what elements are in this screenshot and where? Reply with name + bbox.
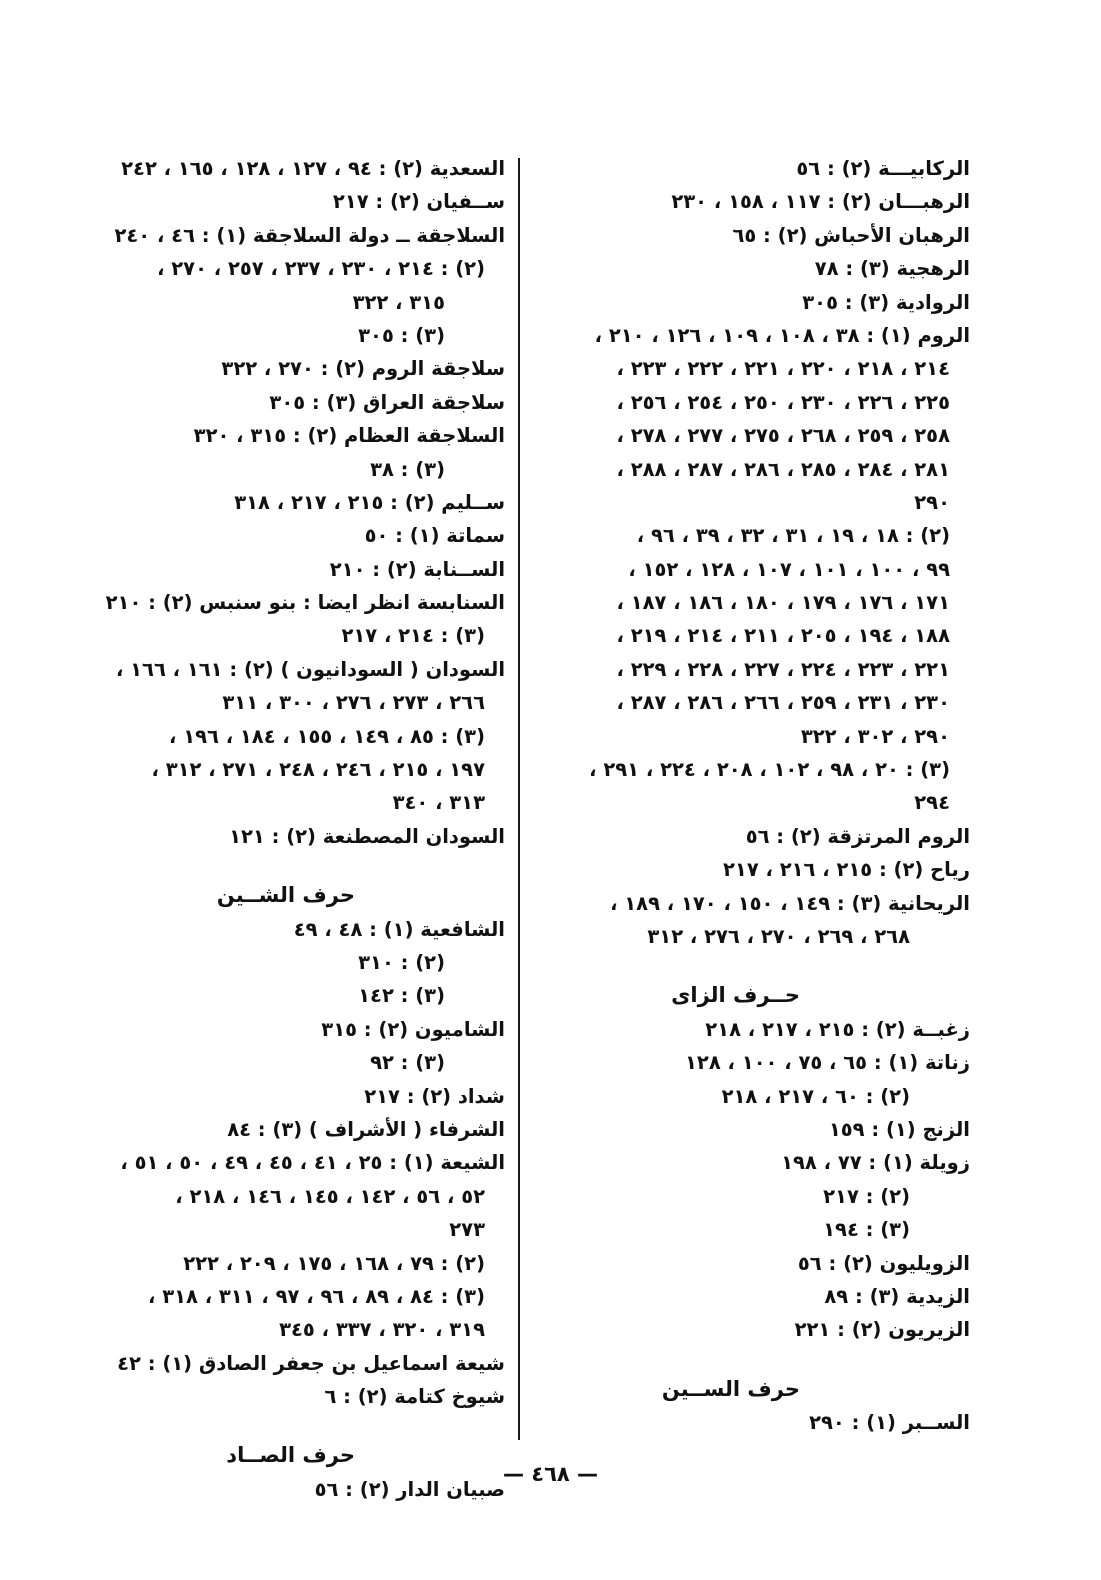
index-entry: الســنابة (٢) : ٢١٠ [329, 557, 505, 581]
index-entry: سلاجقة العراق (٣) : ٣٠٥ [269, 390, 505, 414]
index-entry: الريحانية (٣) : ١٤٩ ، ١٥٠ ، ١٧٠ ، ١٨٩ ، [610, 891, 970, 915]
index-entry: ســليم (٢) : ٢١٥ ، ٢١٧ ، ٣١٨ [234, 490, 505, 514]
section-heading: حرف الصــاد [226, 1443, 355, 1468]
index-entry: الســبر (١) : ٢٩٠ [809, 1411, 970, 1435]
section-spacer [545, 1347, 970, 1373]
index-entry-continuation: (٣) : ٣٠٥ [358, 323, 445, 347]
index-entry: الرهجية (٣) : ٧٨ [814, 257, 970, 281]
index-entry: السودان المصطنعة (٢) : ١٢١ [229, 824, 505, 848]
index-entry: الروم (١) : ٣٨ ، ١٠٨ ، ١٠٩ ، ١٢٦ ، ٢١٠ ، [594, 323, 970, 347]
index-entry: زناتة (١) : ٦٥ ، ٧٥ ، ١٠٠ ، ١٢٨ [685, 1051, 970, 1075]
index-entry-continuation: (٣) : ١٤٢ [358, 984, 445, 1008]
index-entry: رياح (٢) : ٢١٥ ، ٢١٦ ، ٢١٧ [723, 858, 970, 882]
index-entry: الزيريون (٢) : ٢٢١ [794, 1318, 970, 1342]
index-entry-continuation: ٩٩ ، ١٠٠ ، ١٠١ ، ١٠٧ ، ١٢٨ ، ١٥٢ ، [628, 557, 950, 581]
index-entry-continuation: ٢٥٨ ، ٢٥٩ ، ٢٦٨ ، ٢٧٥ ، ٢٧٧ ، ٢٧٨ ، [616, 424, 950, 448]
index-entry-continuation: ٢٢١ ، ٢٢٣ ، ٢٢٤ ، ٢٢٧ ، ٢٢٨ ، ٢٢٩ ، [616, 657, 950, 681]
index-entry-continuation: (٢) : ١٨ ، ١٩ ، ٣١ ، ٣٢ ، ٣٩ ، ٩٦ ، [636, 524, 950, 548]
index-entry: الروم المرتزقة (٢) : ٥٦ [745, 824, 970, 848]
index-entry: السلاجقة العظام (٢) : ٣١٥ ، ٣٢٠ [193, 424, 505, 448]
index-entry: السعدية (٢) : ٩٤ ، ١٢٧ ، ١٢٨ ، ١٦٥ ، ٢٤٢ [121, 157, 505, 180]
index-entry-continuation: (٢) : ٦٠ ، ٢١٧ ، ٢١٨ [721, 1084, 910, 1108]
index-entry: زويلة (١) : ٧٧ ، ١٩٨ [781, 1151, 970, 1175]
section-spacer [70, 1413, 505, 1439]
section-heading: حرف الشــين [216, 883, 355, 908]
index-entry-continuation: ٢٢٥ ، ٢٢٦ ، ٢٣٠ ، ٢٥٠ ، ٢٥٤ ، ٢٥٦ ، [616, 390, 950, 414]
section-heading: حــرف الزاى [671, 983, 800, 1008]
index-entry: الروادية (٣) : ٣٠٥ [802, 290, 970, 314]
index-entry: الرهبان الأحباش (٢) : ٦٥ [732, 223, 970, 247]
index-entry-continuation: ٢٩٠ ، ٣٠٢ ، ٣٢٢ [800, 724, 950, 748]
index-entry-continuation: (٣) : ٨٤ ، ٨٩ ، ٩٦ ، ٩٧ ، ٣١١ ، ٣١٨ ، [147, 1284, 485, 1308]
index-entry-continuation: ١٧١ ، ١٧٦ ، ١٧٩ ، ١٨٠ ، ١٨٦ ، ١٨٧ ، [616, 591, 950, 615]
index-entry-continuation: ٣١٥ ، ٣٢٢ [352, 290, 445, 314]
index-entry: سماتة (١) : ٥٠ [364, 524, 505, 548]
index-entry: الشاميون (٢) : ٣١٥ [321, 1017, 505, 1041]
index-entry: الزيدية (٣) : ٨٩ [824, 1284, 970, 1308]
index-entry-continuation: (٣) : ٨٥ ، ١٤٩ ، ١٥٥ ، ١٨٤ ، ١٩٦ ، [168, 724, 485, 748]
index-entry-continuation: (٣) : ٢١٤ ، ٢١٧ [341, 624, 485, 648]
index-entry-continuation: ٢٩٠ [914, 490, 950, 514]
index-entry: شيعة اسماعيل بن جعفر الصادق (١) : ٤٢ [117, 1351, 505, 1375]
index-entry: شداد (٢) : ٢١٧ [364, 1084, 505, 1108]
index-entry-continuation: ٣١٣ ، ٣٤٠ [392, 791, 485, 815]
index-entry-continuation: ١٨٨ ، ١٩٤ ، ٢٠٥ ، ٢١١ ، ٢١٤ ، ٢١٩ ، [616, 624, 950, 648]
index-entry-continuation: ٢٨١ ، ٢٨٤ ، ٢٨٥ ، ٢٨٦ ، ٢٨٧ ، ٢٨٨ ، [616, 457, 950, 481]
index-entry-continuation: (٣) : ٣٨ [370, 457, 445, 481]
index-entry: الرهبـــان (٢) : ١١٧ ، ١٥٨ ، ٢٣٠ [671, 190, 970, 214]
index-entry-continuation: ٢٦٨ ، ٢٦٩ ، ٢٧٠ ، ٢٧٦ ، ٣١٢ [647, 924, 910, 948]
index-entry-continuation: ٢٧٣ [449, 1218, 485, 1242]
index-entry-continuation: ٥٢ ، ٥٦ ، ١٤٢ ، ١٤٥ ، ١٤٦ ، ٢١٨ ، [175, 1184, 485, 1208]
page-number: — ٤٦٨ — [502, 1462, 599, 1486]
index-entry-continuation: (٢) : ٢١٧ [823, 1184, 910, 1208]
index-entry: الشيعة (١) : ٢٥ ، ٤١ ، ٤٥ ، ٤٩ ، ٥٠ ، ٥١ ، [120, 1151, 505, 1175]
index-entry-continuation: (٢) : ٣١٠ [358, 950, 445, 974]
index-entry: شيوخ كتامة (٢) : ٦ [324, 1385, 505, 1409]
index-entry: الشافعية (١) : ٤٨ ، ٤٩ [293, 917, 505, 941]
index-entry-continuation: ٣١٩ ، ٣٢٠ ، ٣٣٧ ، ٣٤٥ [279, 1318, 485, 1342]
index-entry: الزنج (١) : ١٥٩ [828, 1117, 970, 1141]
section-spacer [545, 953, 970, 979]
index-entry: السودان ( السودانيون ) (٢) : ١٦١ ، ١٦٦ ، [115, 657, 505, 681]
index-entry: السلاجقة ــ دولة السلاجقة (١) : ٤٦ ، ٢٤٠ [114, 223, 505, 247]
index-entry-continuation: (٢) : ٧٩ ، ١٦٨ ، ١٧٥ ، ٢٠٩ ، ٢٢٢ [183, 1251, 485, 1275]
index-entry-continuation: (٣) : ٢٠ ، ٩٨ ، ١٠٢ ، ٢٠٨ ، ٢٢٤ ، ٢٩١ ، [589, 758, 950, 782]
index-entry-continuation: ٢٣٠ ، ٢٣١ ، ٢٥٩ ، ٢٦٦ ، ٢٨٦ ، ٢٨٧ ، [616, 691, 950, 715]
index-entry: ســفيان (٢) : ٢١٧ [332, 190, 505, 214]
section-spacer [70, 853, 505, 879]
index-entry: الشرفاء ( الأشراف ) (٣) : ٨٤ [227, 1117, 505, 1141]
index-entry-continuation: (٣) : ١٩٤ [823, 1218, 910, 1242]
index-entry-continuation: ٢٦٦ ، ٢٧٣ ، ٢٧٦ ، ٣٠٠ ، ٣١١ [222, 691, 485, 715]
index-entry-continuation: ١٩٧ ، ٢١٥ ، ٢٤٦ ، ٢٤٨ ، ٢٧١ ، ٣١٢ ، [151, 758, 485, 782]
index-entry: السنابسة انظر ايضا : بنو سنبس (٢) : ٢١٠ [105, 591, 505, 615]
index-entry-continuation: ٢١٤ ، ٢١٨ ، ٢٢٠ ، ٢٢١ ، ٢٢٢ ، ٢٢٣ ، [616, 357, 950, 381]
index-entry-continuation: (٣) : ٩٢ [370, 1051, 445, 1075]
index-column-right [545, 152, 970, 1439]
index-entry: صبيان الدار (٢) : ٥٦ [314, 1477, 505, 1501]
index-entry: سلاجقة الروم (٢) : ٢٧٠ ، ٣٢٢ [221, 357, 505, 381]
column-divider [518, 158, 520, 1440]
index-column-left [70, 152, 505, 1506]
section-heading: حرف الســين [661, 1376, 800, 1401]
index-entry: الركابيـــة (٢) : ٥٦ [796, 157, 970, 180]
index-entry-continuation: (٢) : ٢١٤ ، ٢٣٠ ، ٢٣٧ ، ٢٥٧ ، ٢٧٠ ، [157, 257, 485, 281]
index-entry: زغبــة (٢) : ٢١٥ ، ٢١٧ ، ٢١٨ [705, 1017, 970, 1041]
index-entry: الزويليون (٢) : ٥٦ [797, 1251, 970, 1275]
index-entry-continuation: ٢٩٤ [914, 791, 950, 815]
